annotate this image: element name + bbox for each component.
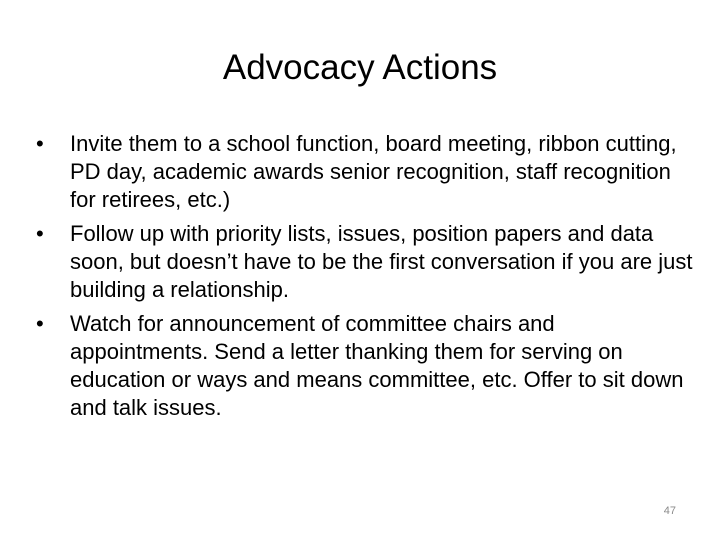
slide-title: Advocacy Actions [222, 48, 498, 87]
bullet-item-watch [36, 310, 696, 422]
page-number: 47 [663, 505, 676, 517]
bullet-marker: • [36, 131, 44, 156]
bullet-marker: • [36, 311, 44, 336]
bullet-item-invite [36, 130, 696, 214]
bullet-list [36, 130, 696, 428]
bullet-text: Follow up with priority lists, issues, position papers and data soon, but doesn’t have to be the first conversation if you are just building a relationship. [70, 221, 693, 302]
bullet-item-follow-up [36, 220, 696, 304]
bullet-text: Invite them to a school function, board meeting, ribbon cutting, PD day, academic awards senior recognition, staff recognition for retirees, etc.) [70, 131, 677, 212]
bullet-text: Watch for announcement of committee chairs and appointments. Send a letter thanking them for serving on education or ways and means committee, etc. Offer to sit down and talk issues. [70, 311, 684, 420]
bullet-marker: • [36, 221, 44, 246]
